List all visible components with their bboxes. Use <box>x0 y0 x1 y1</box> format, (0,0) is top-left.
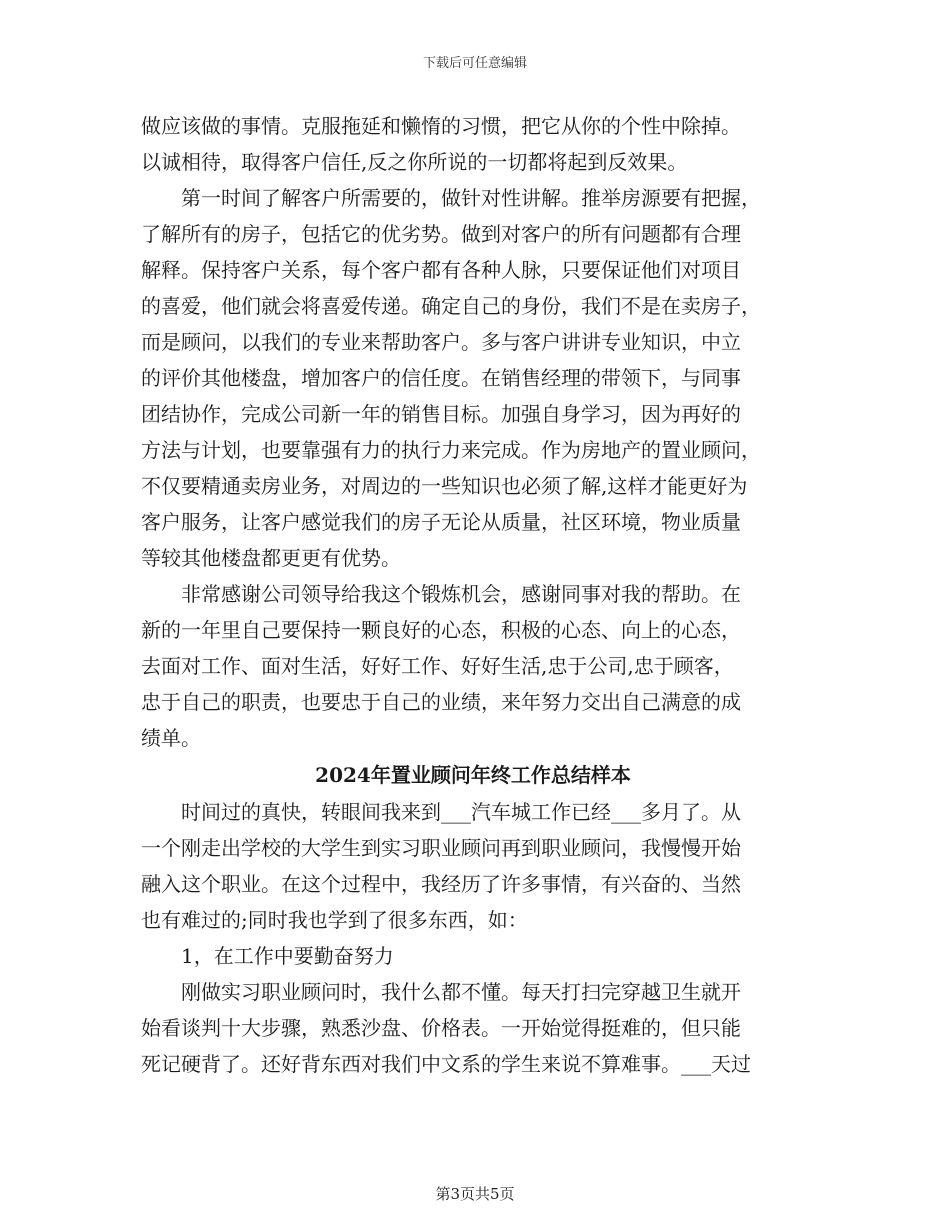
text-line: 方法与计划，也要靠强有力的执行力来完成。作为房地产的置业顾问， <box>141 438 761 462</box>
text-line: 不仅要精通卖房业务，对周边的一些知识也必须了解,这样才能更好为 <box>141 474 748 498</box>
text-line: 的喜爱，他们就会将喜爱传递。确定自己的身份，我们不是在卖房子， <box>141 294 761 318</box>
text-line: 绩单。 <box>141 726 201 750</box>
text-line: 新的一年里自己要保持一颗良好的心态，积极的心态、向上的心态， <box>141 618 741 642</box>
text-line: 去面对工作、面对生活，好好工作、好好生活,忠于公司,忠于顾客， <box>141 654 734 678</box>
text-line: 做应该做的事情。克服拖延和懒惰的习惯，把它从你的个性中除掉。 <box>141 114 741 138</box>
text-line: 第一时间了解客户所需要的，做针对性讲解。推举房源要有把握， <box>141 186 761 210</box>
text-line: 以诚相待，取得客户信任,反之你所说的一切都将起到反效果。 <box>141 150 688 174</box>
text-line: 时间过的真快，转眼间我来到___汽车城工作已经___多月了。从 <box>141 800 741 824</box>
text-line: 团结协作，完成公司新一年的销售目标。加强自身学习，因为再好的 <box>141 402 741 426</box>
text-line: 客户服务，让客户感觉我们的房子无论从质量，社区环境，物业质量 <box>141 510 741 534</box>
document-body <box>141 108 805 1082</box>
text-line: 始看谈判十大步骤，熟悉沙盘、价格表。一开始觉得挺难的，但只能 <box>141 1016 741 1040</box>
page-header-note: 下载后可任意编辑 <box>422 56 527 71</box>
text-line: 1，在工作中要勤奋努力 <box>141 944 394 968</box>
text-line: 一个刚走出学校的大学生到实习职业顾问再到职业顾问，我慢慢开始 <box>141 836 741 860</box>
text-line: 融入这个职业。在这个过程中，我经历了许多事情，有兴奋的、当然 <box>141 872 741 896</box>
text-line: 刚做实习职业顾问时，我什么都不懂。每天打扫完穿越卫生就开 <box>141 980 741 1004</box>
text-line: 忠于自己的职责，也要忠于自己的业绩，来年努力交出自己满意的成 <box>141 690 741 714</box>
text-line: 等较其他楼盘都更更有优势。 <box>141 546 401 570</box>
text-line: 解释。保持客户关系，每个客户都有各种人脉，只要保证他们对项目 <box>141 258 741 282</box>
text-line: 也有难过的;同时我也学到了很多东西，如： <box>141 908 528 932</box>
page-number: 第3页共5页 <box>435 1185 515 1203</box>
text-line: 死记硬背了。还好背东西对我们中文系的学生来说不算难事。___天过 <box>141 1052 751 1076</box>
section-title: 2024年置业顾问年终工作总结样本 <box>315 763 631 787</box>
text-line: 的评价其他楼盘，增加客户的信任度。在销售经理的带领下，与同事 <box>141 366 741 390</box>
text-line: 了解所有的房子，包括它的优劣势。做到对客户的所有问题都有合理 <box>141 222 741 246</box>
text-line: 非常感谢公司领导给我这个锻炼机会，感谢同事对我的帮助。在 <box>141 582 741 606</box>
text-line: 而是顾问，以我们的专业来帮助客户。多与客户讲讲专业知识，中立 <box>141 330 741 354</box>
